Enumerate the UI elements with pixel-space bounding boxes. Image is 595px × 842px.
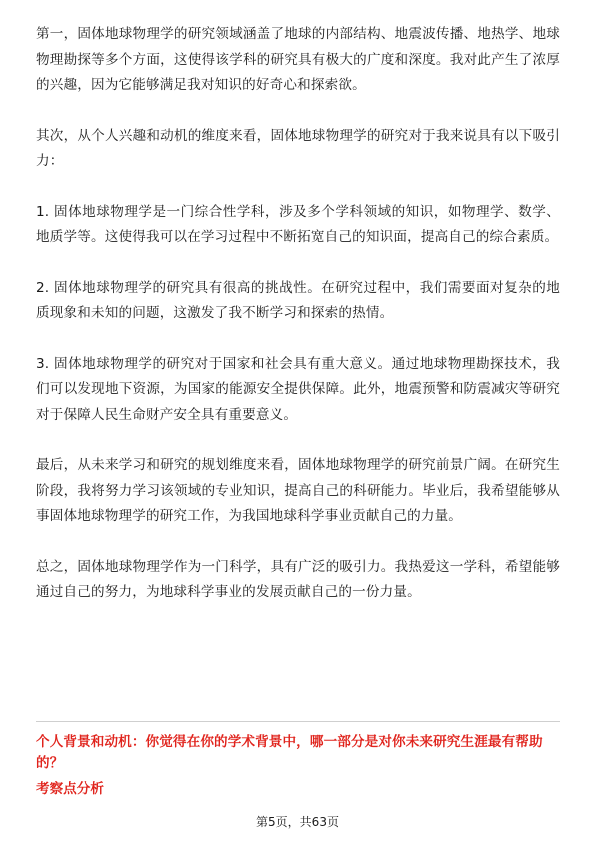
analysis-heading: 考察点分析 bbox=[36, 781, 104, 797]
paragraph-last: 最后，从未来学习和研究的规划维度来看，固体地球物理学的研究前景广阔。在研究生阶段，我将努力学习该领域的专业知识，提高自己的科研能力。毕业后，我希望能够从事固体地球物理学的研究工作，为我国地球科学事业贡献自己的力量。 bbox=[36, 457, 560, 524]
section-divider bbox=[36, 721, 560, 722]
paragraph-first: 第一，固体地球物理学的研究领域涵盖了地球的内部结构、地震波传播、地热学、地球物理勘探等多个方面，这使得该学科的研究具有极大的广度和深度。我对此产生了浓厚的兴趣，因为它能够满足我对知识的好奇心和探索欲。 bbox=[36, 26, 560, 93]
paragraph-conclusion: 总之，固体地球物理学作为一门科学，具有广泛的吸引力。我热爱这一学科，希望能够通过自己的努力，为地球科学事业的发展贡献自己的一份力量。 bbox=[36, 558, 560, 600]
list-item-3: 3. 固体地球物理学的研究对于国家和社会具有重大意义。通过地球物理勘探技术，我们可以发现地下资源，为国家的能源安全提供保障。此外，地震预警和防震减灾等研究对于保障人民生命财产安全具有重要意义。 bbox=[36, 355, 560, 423]
list-item-2: 2. 固体地球物理学的研究具有很高的挑战性。在研究过程中，我们需要面对复杂的地质现象和未知的问题，这激发了我不断学习和探索的热情。 bbox=[36, 279, 560, 321]
list-item-1: 1. 固体地球物理学是一门综合性学科，涉及多个学科领域的知识，如物理学、数学、地质学等。这使得我可以在学习过程中不断拓宽自己的知识面，提高自己的综合素质。 bbox=[36, 203, 560, 245]
page-number: 第5页，共63页 bbox=[256, 815, 339, 829]
interview-question: 个人背景和动机：你觉得在你的学术背景中，哪一部分是对你未来研究生涯最有帮助的？ bbox=[36, 734, 543, 771]
answer-body bbox=[36, 22, 560, 631]
paragraph-second: 其次，从个人兴趣和动机的维度来看，固体地球物理学的研究对于我来说具有以下吸引力： bbox=[36, 127, 560, 169]
